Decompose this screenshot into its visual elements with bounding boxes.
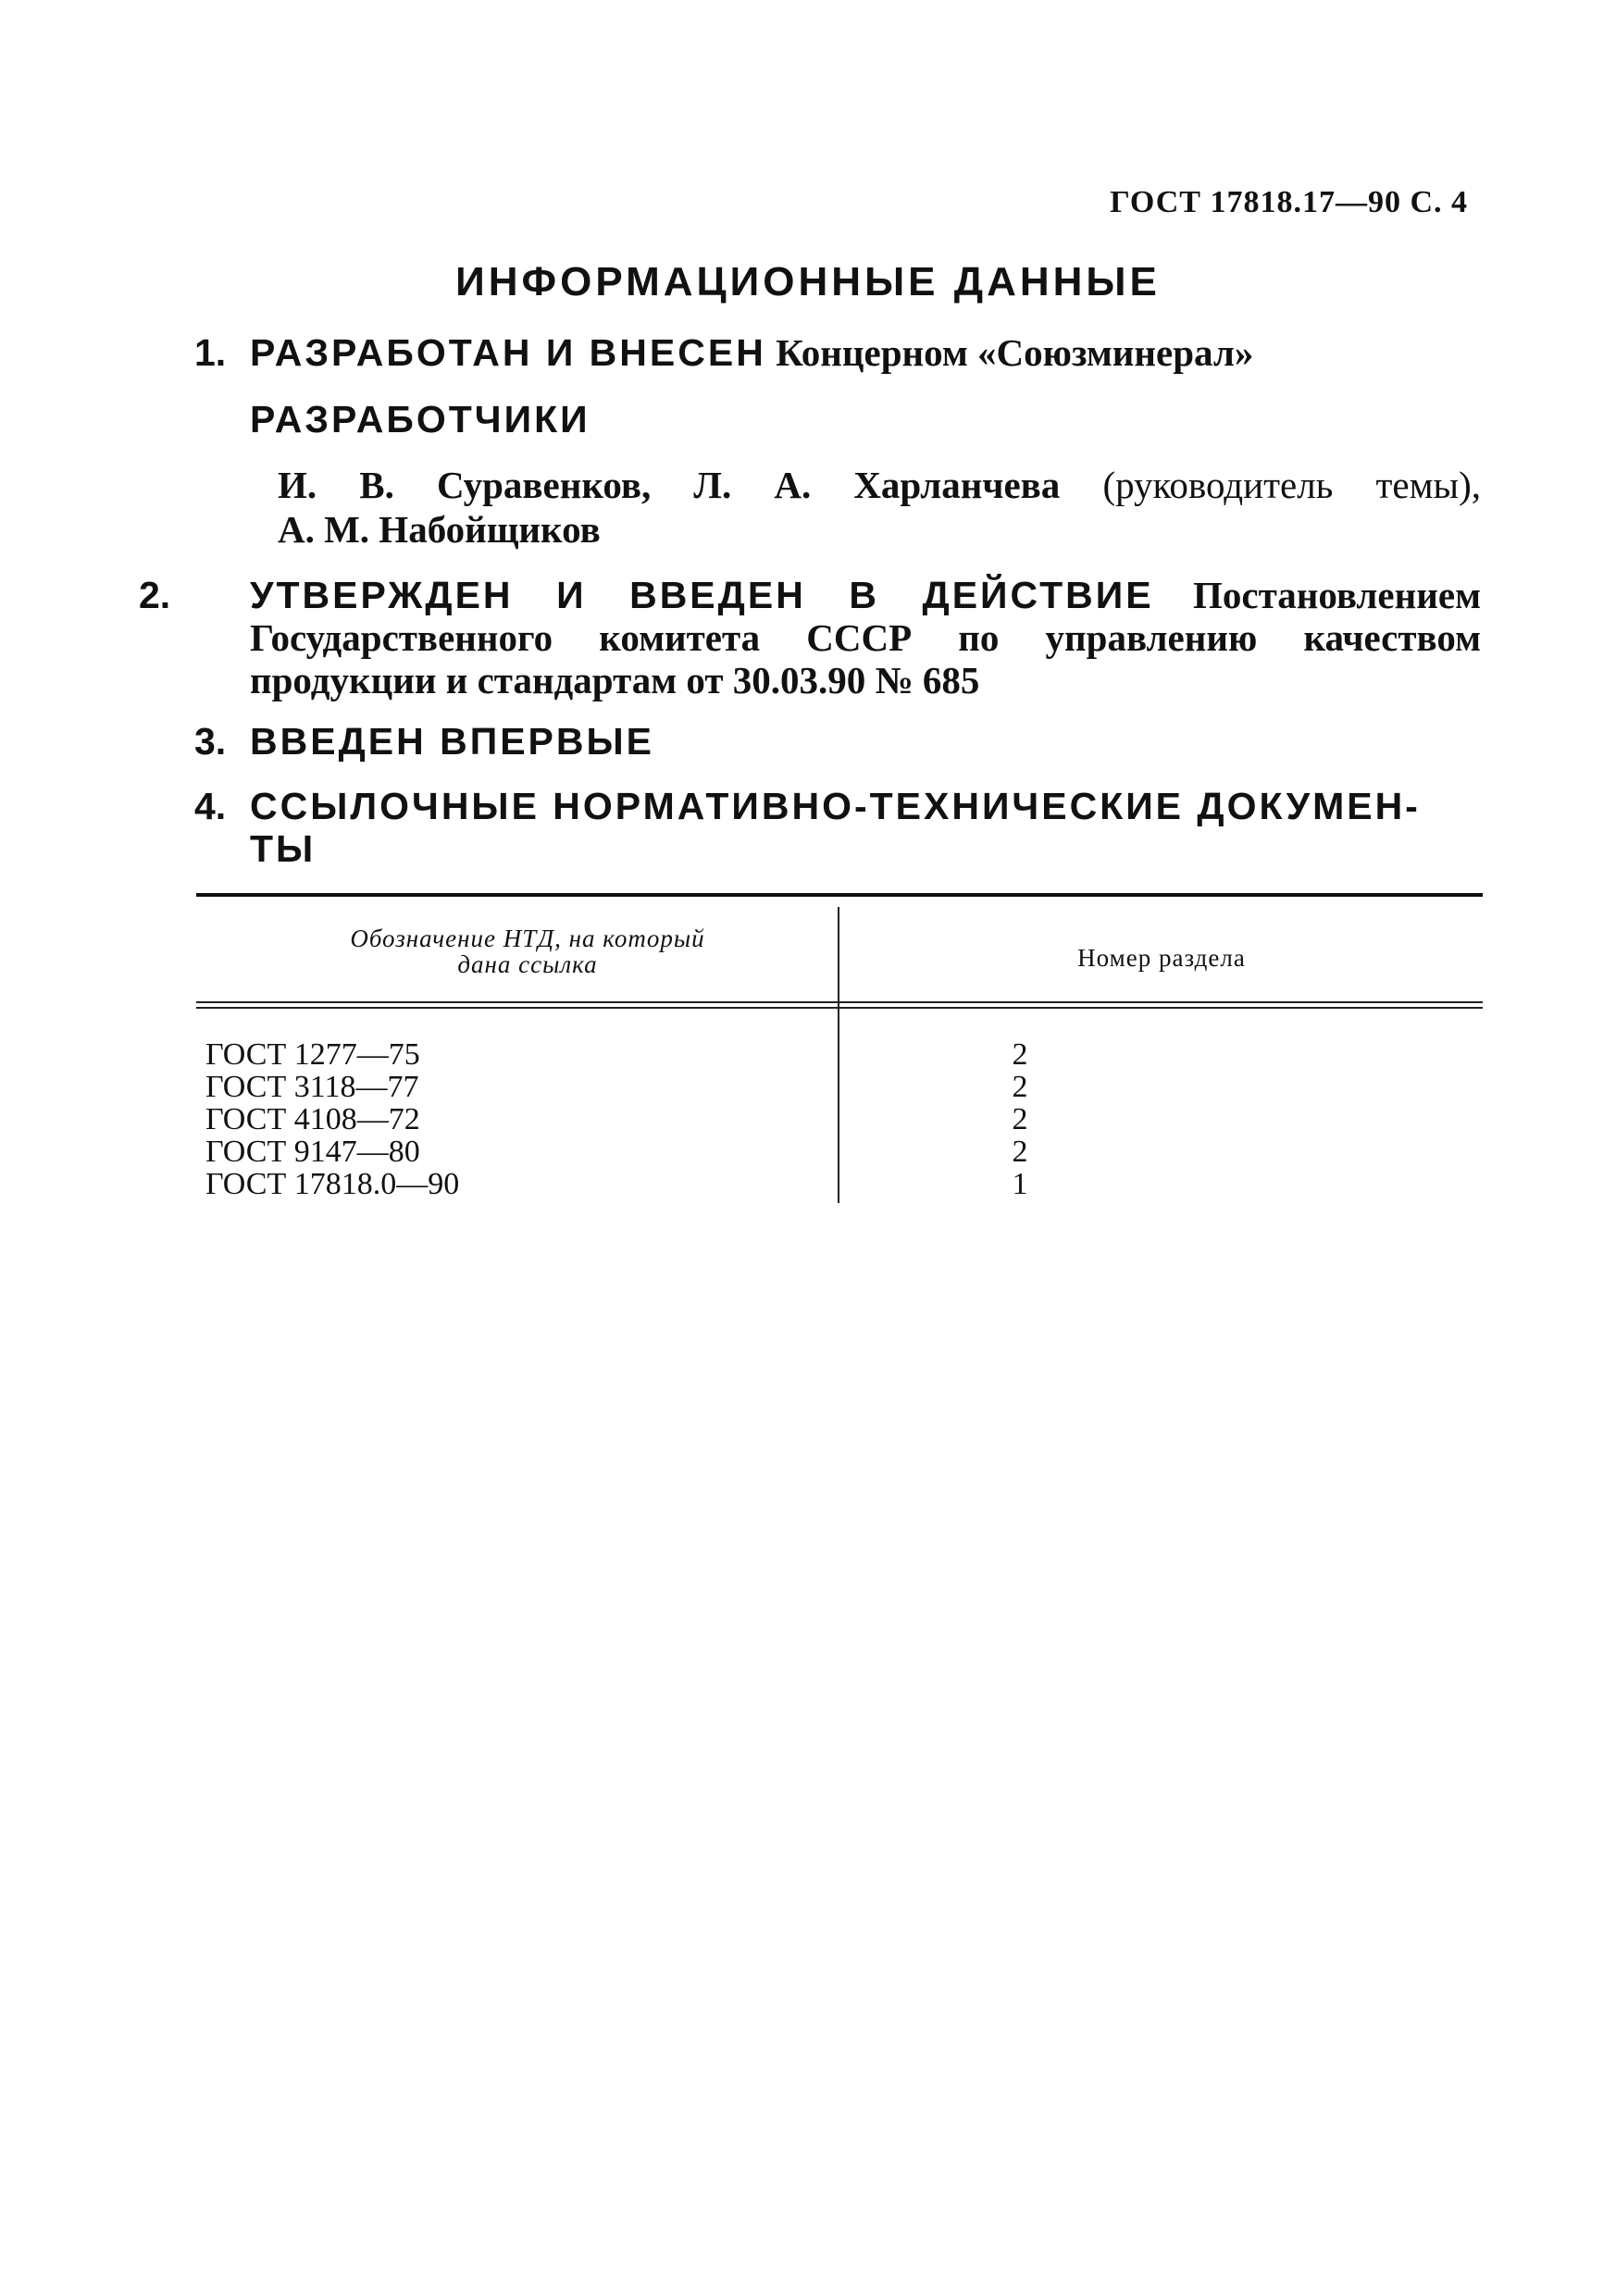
developers-label: РАЗРАБОТЧИКИ (250, 398, 590, 441)
section-number: 2 (1012, 1135, 1028, 1169)
item-1 (194, 331, 1481, 374)
item-caption: ВВЕДЕН ВПЕРВЫЕ (250, 720, 654, 763)
item-text: Постановлением Государственного комитета СССР по управлению качеством продукции и стандартам от 30.03.90 № 685 (250, 574, 1482, 701)
table-row (205, 1168, 1483, 1200)
ntd-code: ГОСТ 17818.0—90 (205, 1167, 460, 1201)
item-caption: РАЗРАБОТАН И ВНЕСЕН (250, 331, 766, 374)
section-number: 2 (1012, 1037, 1028, 1072)
item-3 (194, 720, 1481, 763)
developers-names-2: А. М. Набойщиков (278, 508, 601, 551)
developers-list (278, 463, 1481, 552)
table-row (205, 1071, 1483, 1103)
table-row (205, 1038, 1483, 1071)
section-number: 1 (1012, 1167, 1028, 1201)
table-body (205, 1038, 1483, 1200)
section-number: 2 (1012, 1102, 1028, 1136)
item-number: 1. (194, 331, 227, 374)
item-caption-continued: ТЫ (250, 827, 317, 870)
item-caption: УТВЕРЖДЕН И ВВЕДЕН В ДЕЙСТВИЕ (250, 574, 1154, 616)
page-title: ИНФОРМАЦИОННЫЕ ДАННЫЕ (455, 259, 1161, 304)
developers-role: (руководитель темы), (1102, 464, 1481, 506)
table-top-rule (196, 893, 1483, 897)
item-text: Концерном «Союзминерал» (776, 331, 1254, 374)
document-reference: ГОСТ 17818.17—90 С. 4 (1110, 185, 1468, 219)
table-header-section: Номер раздела (1077, 944, 1246, 972)
item-number: 3. (194, 720, 227, 763)
ntd-code: ГОСТ 1277—75 (205, 1037, 420, 1072)
ntd-code: ГОСТ 9147—80 (205, 1135, 420, 1169)
header-line-1: Обозначение НТД, на который (350, 925, 705, 952)
developers-names: И. В. Суравенков, Л. А. Харланчева (278, 464, 1061, 506)
ntd-code: ГОСТ 3118—77 (205, 1070, 419, 1104)
item-4 (194, 785, 1481, 870)
table-header-rule-2 (196, 1007, 1483, 1009)
item-caption: ССЫЛОЧНЫЕ НОРМАТИВНО-ТЕХНИЧЕСКИЕ ДОКУМЕН- (250, 785, 1421, 827)
table-row (205, 1136, 1483, 1168)
table-row (205, 1103, 1483, 1136)
ntd-code: ГОСТ 4108—72 (205, 1102, 420, 1136)
section-number: 2 (1012, 1070, 1028, 1104)
table-header-designation (241, 925, 814, 977)
item-2 (139, 574, 1482, 701)
table-header-rule (196, 1001, 1483, 1003)
item-number: 4. (194, 785, 227, 827)
header-line-2: дана ссылка (457, 950, 598, 978)
item-number: 2. (139, 574, 171, 616)
